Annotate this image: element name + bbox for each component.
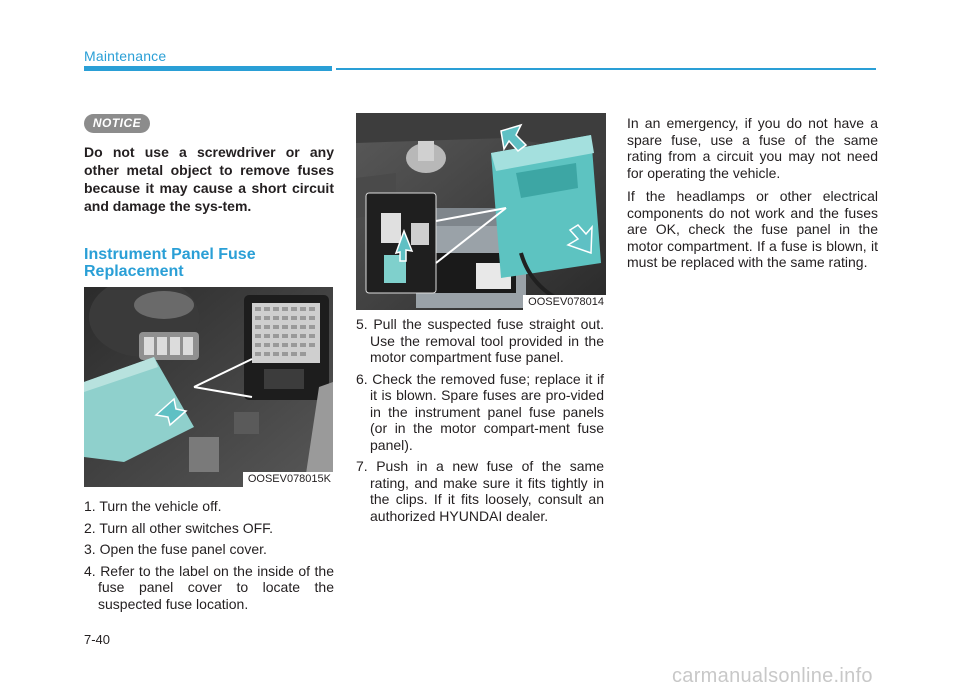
paragraph: In an emergency, if you do not have a spare fuse, use a fuse of the same rating from a circuit you may not need for operating the vehicle.	[627, 115, 878, 181]
section-heading	[84, 246, 334, 280]
list-item: 6. Check the removed fuse; replace it if it is blown. Spare fuses are pro-vided in the instrument panel fuse panels (or in the motor compart-ment fuse panel).	[356, 370, 604, 453]
figure-motor-compartment	[356, 113, 606, 310]
page-number: 7-40	[84, 632, 111, 647]
heading-line-1: Instrument Panel Fuse	[84, 246, 256, 263]
list-item: 5. Pull the suspected fuse straight out. Use the removal tool provided in the motor compartment fuse panel.	[356, 316, 604, 365]
list-item: 2. Turn all other switches OFF.	[84, 519, 274, 536]
paragraph: If the headlamps or other electrical components do not work and the fuses are OK, check the fuse panel in the motor compartment. If a fuse is blown, it must be replaced with the same rating.	[627, 188, 878, 270]
list-item: 4. Refer to the label on the inside of the fuse panel cover to locate the suspected fuse location.	[84, 562, 334, 612]
figure-instrument-panel	[84, 287, 333, 487]
notice-text: Do not use a screwdriver or any other metal object to remove fuses because it may cause a short circuit and damage the sys-tem.	[84, 144, 334, 214]
list-item: 7. Push in a new fuse of the same rating, and make sure it fits tightly in the clips. If it fits loosely, consult an authorized HYUNDAI dealer.	[356, 458, 604, 524]
heading-line-2: Replacement	[84, 263, 184, 280]
header-rule-thick	[84, 66, 332, 71]
column-three	[627, 115, 878, 278]
notice-badge: NOTICE	[84, 114, 150, 133]
watermark: carmanualsonline.info	[672, 665, 873, 687]
list-item: 3. Open the fuse panel cover.	[84, 541, 267, 557]
figure-caption: OOSEV078015K	[243, 472, 333, 487]
steps-list-left	[84, 498, 334, 617]
figure-caption: OOSEV078014	[523, 295, 606, 310]
instrument-panel-illustration	[84, 287, 333, 487]
header-rule-thin	[336, 68, 876, 70]
steps-list-middle	[356, 316, 604, 529]
motor-compartment-illustration	[356, 113, 606, 310]
list-item: 1. Turn the vehicle off.	[84, 498, 222, 514]
section-label: Maintenance	[84, 48, 167, 64]
